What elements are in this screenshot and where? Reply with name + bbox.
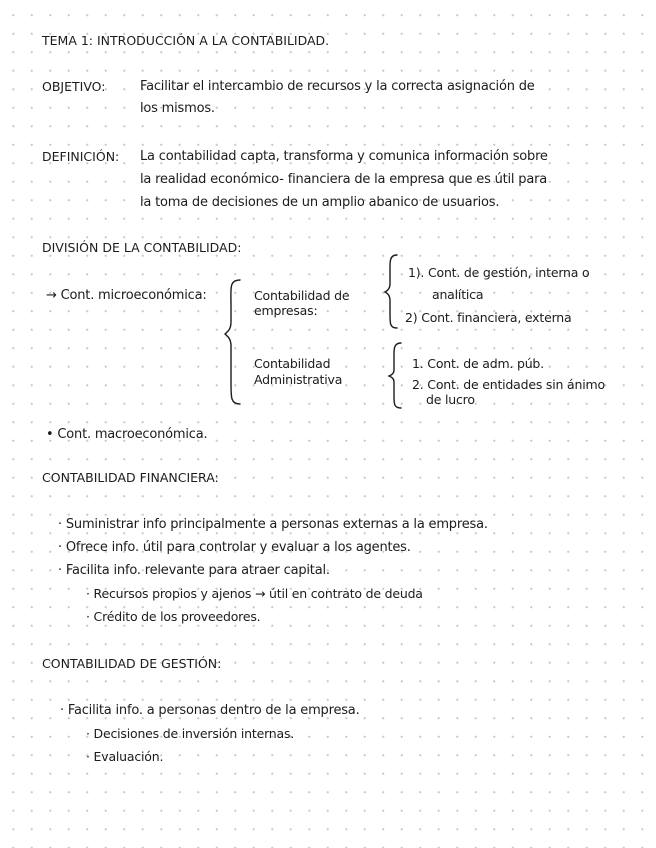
page-title: TEMA 1: INTRODUCCIÓN A LA CONTABILIDAD.: [42, 33, 330, 48]
gestion-subitem-1: · Decisiones de inversión internas.: [86, 726, 295, 741]
empresas-item-2: 2) Cont. financiera, externa: [405, 310, 572, 325]
financiera-item-3: · Facilita info. relevante para atraer capital.: [58, 563, 330, 578]
objetivo-line-2: los mismos.: [140, 101, 215, 116]
definicion-line-1: La contabilidad capta, transforma y comunica información sobre: [140, 149, 548, 164]
financiera-item-1: · Suministrar info principalmente a personas externas a la empresa.: [58, 517, 488, 532]
gestion-heading: CONTABILIDAD DE GESTIÓN:: [42, 656, 222, 671]
division-heading: DIVISIÓN DE LA CONTABILIDAD:: [42, 240, 242, 255]
empresas-label-line-1: Contabilidad de: [254, 288, 350, 303]
admin-label-line-2: Administrativa: [254, 372, 343, 387]
empresas-item-1-cont: analítica: [432, 287, 484, 302]
micro-label: → Cont. microeconómica:: [46, 288, 207, 303]
definicion-line-2: la realidad económico- financiera de la empresa que es útil para: [140, 172, 548, 187]
objetivo-label: OBJETIVO:: [42, 79, 106, 94]
admin-item-2-cont: de lucro: [426, 392, 475, 407]
empresas-item-1: 1). Cont. de gestión, interna o: [408, 265, 590, 280]
financiera-subitem-2: · Crédito de los proveedores.: [86, 609, 261, 624]
financiera-item-2: · Ofrece info. útil para controlar y evaluar a los agentes.: [58, 540, 411, 555]
admin-label-line-1: Contabilidad: [254, 356, 331, 371]
admin-item-2: 2. Cont. de entidades sin ánimo: [412, 377, 605, 392]
macro-label: • Cont. macroeconómica.: [46, 427, 208, 442]
admin-brace: [388, 342, 404, 410]
financiera-heading: CONTABILIDAD FINANCIERA:: [42, 470, 219, 485]
admin-item-1: 1. Cont. de adm. púb.: [412, 356, 544, 371]
gestion-item-1: · Facilita info. a personas dentro de la empresa.: [60, 703, 360, 718]
empresas-label-line-2: empresas:: [254, 303, 318, 318]
gestion-subitem-2: · Evaluación.: [86, 749, 164, 764]
large-brace: [224, 278, 244, 408]
definicion-line-3: la toma de decisiones de un amplio abanico de usuarios.: [140, 195, 500, 210]
objetivo-line-1: Facilitar el intercambio de recursos y la correcta asignación de: [140, 79, 535, 94]
financiera-subitem-1: · Recursos propios y ajenos → útil en contrato de deuda: [86, 586, 423, 601]
empresas-brace: [384, 254, 400, 330]
definicion-label: DEFINICIÓN:: [42, 149, 120, 164]
